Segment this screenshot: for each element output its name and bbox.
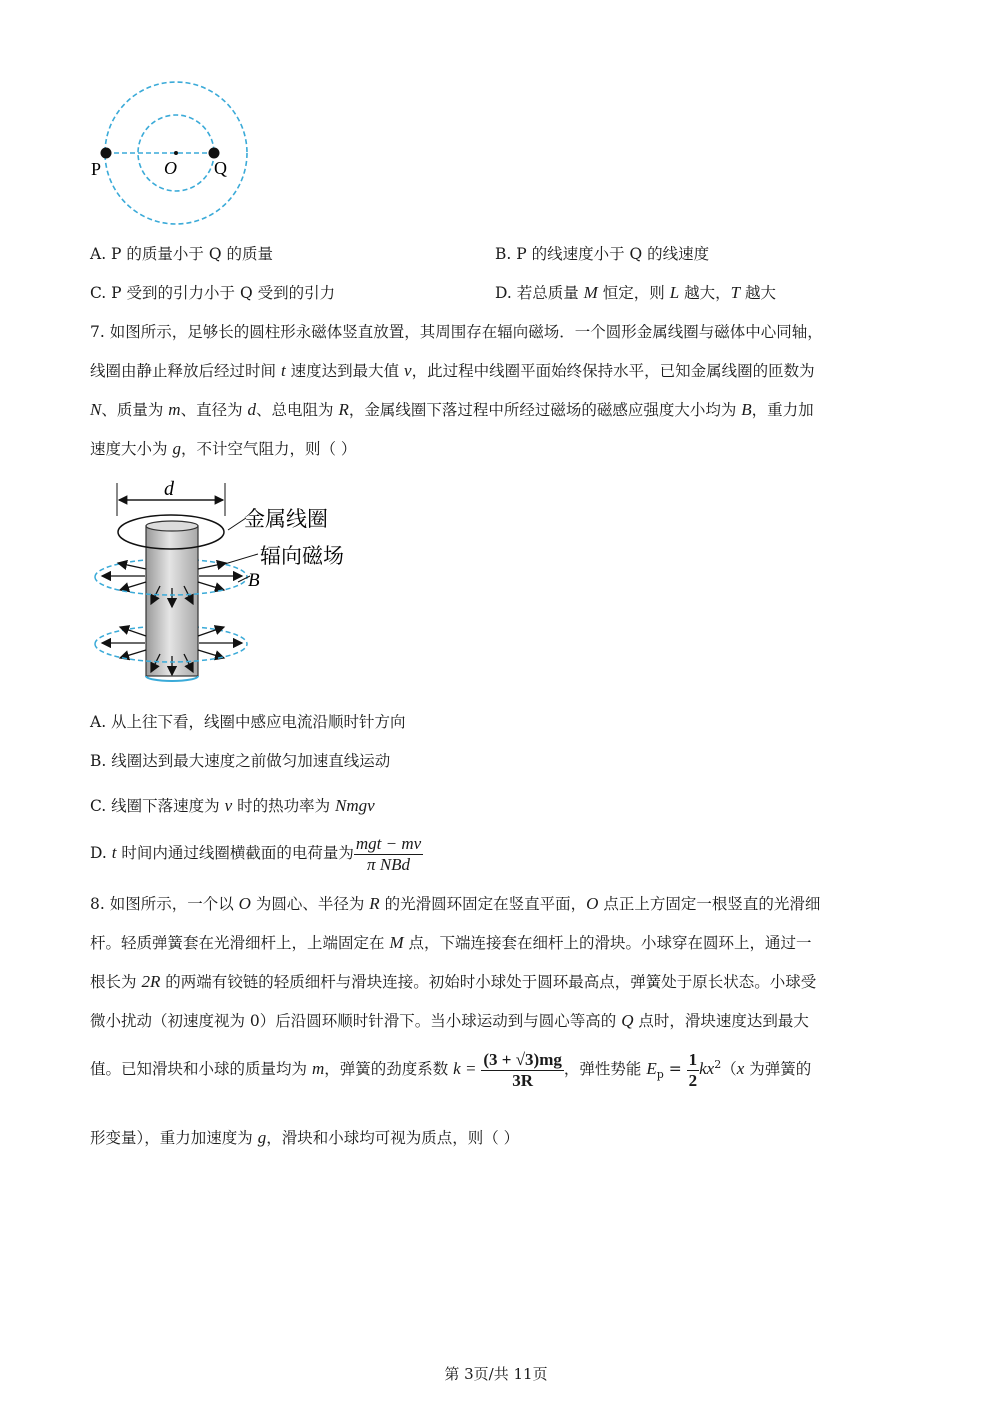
label-o: O [164, 158, 177, 178]
star-p [101, 148, 112, 159]
label-coil: 金属线圈 [244, 507, 328, 531]
label-d: d [164, 478, 174, 500]
q6-option-b: B. P 的线速度小于 Q 的线速度 [495, 245, 710, 263]
q7-option-b: B. 线圈达到最大速度之前做匀加速直线运动 [90, 752, 391, 770]
star-q [209, 148, 220, 159]
q8-stem-line2: 杆。轻质弹簧套在光滑细杆上，上端固定在 M 点，下端连接套在细杆上的滑块。小球穿在圆环上，通过一 [90, 933, 812, 952]
charge-fraction: $\frac{\text{mgt − mv}}{\text{π NBd}}$ [355, 834, 422, 874]
q8-stem-line1: 8. 如图所示，一个以 O 为圆心、半径为 R 的光滑圆环固定在竖直平面，O 点正上方固定一根竖直的光滑细 [90, 894, 821, 913]
half-fraction: $\frac{1}{2}$ [688, 1050, 698, 1090]
label-p: P [91, 159, 102, 179]
q7-stem-line2: 线圈由静止释放后经过时间 t 速度达到最大值 v，此过程中线圈平面始终保持水平，已知金属线圈的匝数为 [90, 361, 815, 380]
label-q: Q [214, 158, 227, 178]
q7-stem-line4: 速度大小为 g，不计空气阻力，则（ ） [90, 439, 357, 458]
q7-option-c: C. 线圈下落速度为 v 时的热功率为 Nmgv [90, 796, 375, 815]
q8-stem-line3: 根长为 2R 的两端有铰链的轻质细杆与滑块连接。初始时小球处于圆环最高点，弹簧处于原长状态。小球受 [90, 972, 817, 991]
magnet-figure [88, 476, 368, 688]
q7-stem-line1: 7. 如图所示，足够长的圆柱形永磁体竖直放置，其周围存在辐向磁场．一个圆形金属线圈与磁体中心同轴， [90, 323, 823, 341]
page-footer: 第 3页/共 11页 [444, 1365, 548, 1383]
q8-stem-line6: 形变量），重力加速度为 g，滑块和小球均可视为质点，则（ ） [90, 1128, 520, 1147]
center-o [174, 151, 178, 155]
q7-option-a: A. 从上往下看，线圈中感应电流沿顺时针方向 [90, 713, 406, 731]
q7-stem-line3: N、质量为 m、直径为 d、总电阻为 R，金属线圈下落过程中所经过磁场的磁感应强度大小均为 B，重力加 [90, 400, 814, 419]
q8-stem-line4: 微小扰动（初速度视为 0）后沿圆环顺时针滑下。当小球运动到与圆心等高的 Q 点时，滑块速度达到最大 [90, 1011, 809, 1030]
q6-option-d: D. 若总质量 M 恒定，则 L 越大，T 越大 [495, 283, 776, 302]
q6-option-c: C. P 受到的引力小于 Q 受到的引力 [90, 284, 336, 302]
label-field: 辐向磁场 [260, 544, 344, 568]
label-b: B [248, 570, 260, 591]
spring-constant-fraction: $\frac{(3 + √3)mg}{3R}$ [483, 1050, 562, 1090]
q6-option-a: A. P 的质量小于 Q 的质量 [90, 245, 273, 263]
orbit-figure [86, 78, 256, 230]
q7-option-d: D. t 时间内通过线圈横截面的电荷量为 $\frac{\text{mgt − mv}}{\text{π NBd}}$ [90, 834, 422, 874]
q8-stem-line5: 值。已知滑块和小球的质量均为 m，弹簧的劲度系数 k = $\frac{(3 + √3)mg}{3R}$ ，弹性势能 $E_p$ = $\frac{1}{2}$ $kx^2(x$ 为弹簧的 [90, 1050, 812, 1090]
